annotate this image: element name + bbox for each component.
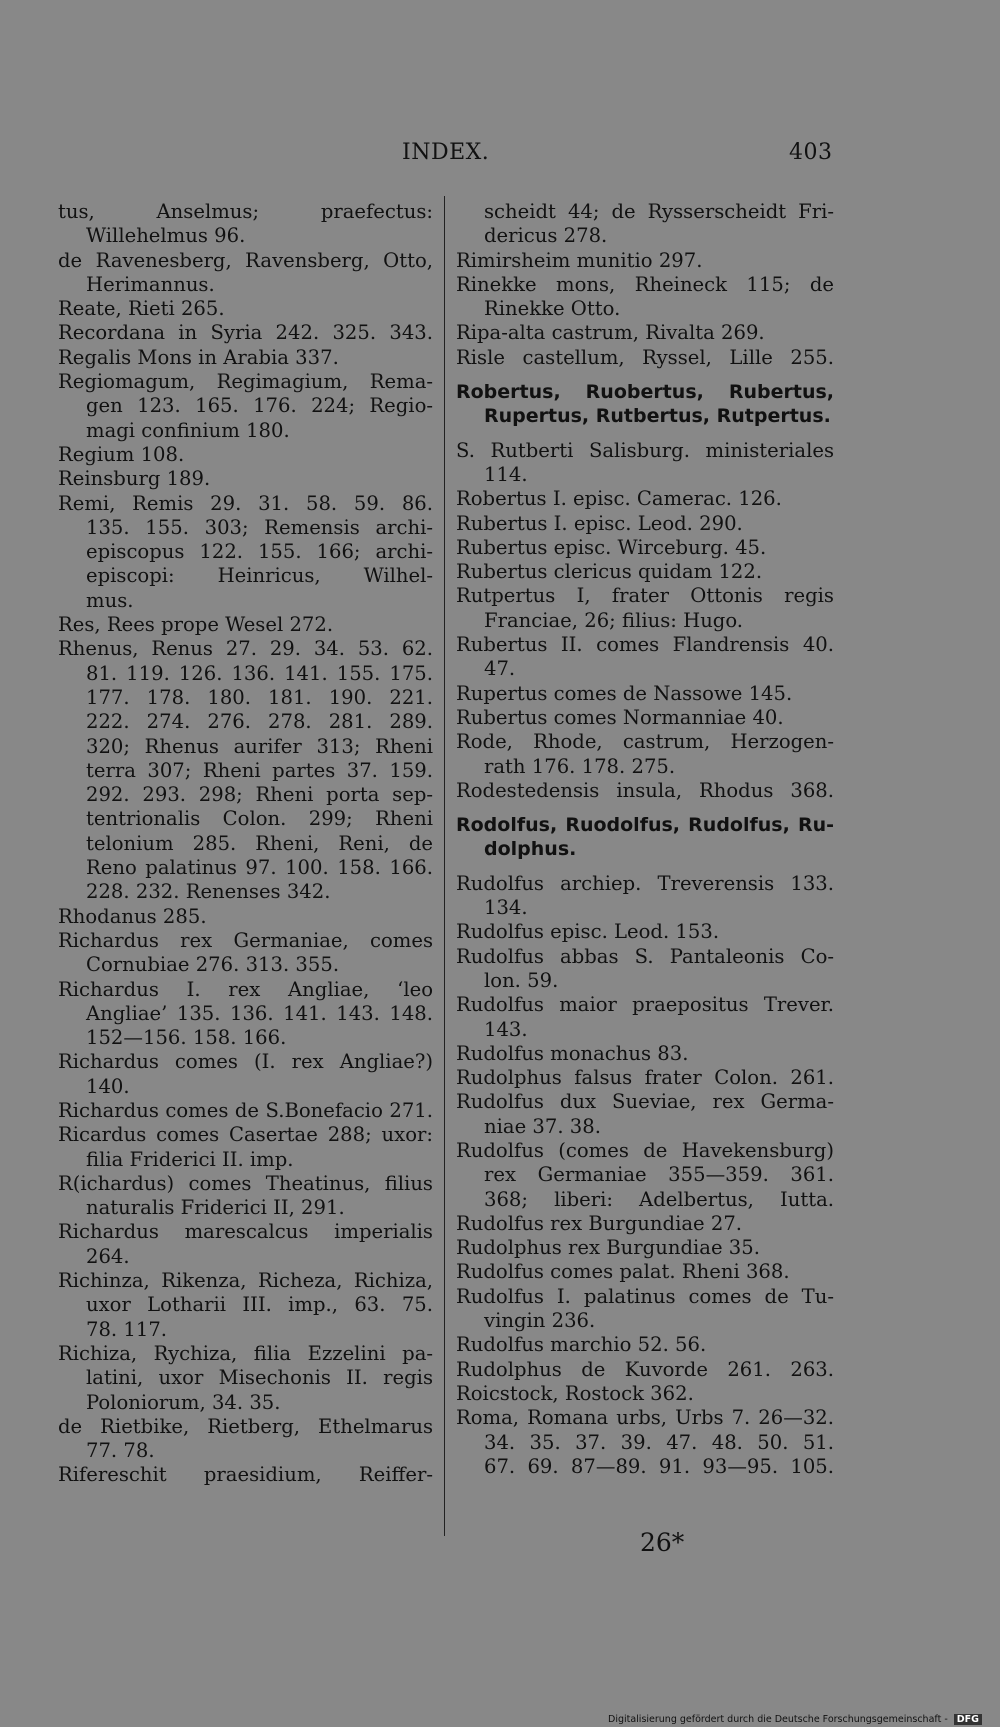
index-entry-line: 292. 293. 298; Rheni porta sep- — [86, 783, 433, 807]
column-divider — [444, 196, 445, 1536]
index-entry-line: Rupertus comes de Nassowe 145. — [456, 681, 793, 705]
index-entry-line: Reinsburg 189. — [58, 467, 211, 491]
index-entry-line: uxor Lotharii III. imp., 63. 75. — [86, 1293, 433, 1317]
index-entry-line: Rinekke Otto. — [484, 297, 621, 321]
index-entry-line: Rhodanus 285. — [58, 904, 207, 928]
index-entry-line: Rhenus, Renus 27. 29. 34. 53. 62. — [58, 637, 433, 661]
index-entry-line: scheidt 44; de Rysserscheidt Fri- — [484, 200, 834, 223]
index-entry-line: 134. — [484, 896, 528, 920]
index-entry-line: Risle castellum, Ryssel, Lille 255. — [456, 345, 834, 369]
index-entry-line: Roma, Romana urbs, Urbs 7. 26—32. — [456, 1406, 834, 1430]
index-entry-line: Rudolphus rex Burgundiae 35. — [456, 1236, 760, 1260]
index-entry-line: 34. 35. 37. 39. 47. 48. 50. 51. — [484, 1430, 834, 1454]
signature-mark: 26* — [640, 1528, 685, 1557]
index-column-right — [456, 200, 834, 1479]
index-entry-line: naturalis Friderici II, 291. — [86, 1196, 345, 1220]
index-entry-line: Richardus rex Germaniae, comes — [58, 928, 433, 952]
index-entry-line: terra 307; Rheni partes 37. 159. — [86, 758, 433, 782]
index-entry-line: Cornubiae 276. 313. 355. — [86, 953, 340, 977]
index-section-heading-line: Robertus, Ruobertus, Rubertus, — [456, 381, 834, 404]
index-entry-line: Rode, Rhode, castrum, Herzogen- — [456, 730, 834, 754]
index-entry-line: Rudolfus archiep. Treverensis 133. — [456, 871, 834, 895]
index-entry-line: 77. 78. — [86, 1439, 155, 1463]
index-entry-line: Rudolphus falsus frater Colon. 261. — [456, 1066, 834, 1090]
index-entry-line: Rudolfus (comes de Havekensburg) — [456, 1138, 834, 1162]
index-entry-line: Richardus comes (I. rex Angliae?) — [58, 1050, 433, 1074]
index-entry-line: 114. — [484, 462, 528, 486]
index-entry-line: Richiza, Rychiza, filia Ezzelini pa- — [58, 1341, 433, 1365]
index-entry-line: gen 123. 165. 176. 224; Regio- — [86, 394, 433, 418]
index-entry-line: de Ravenesberg, Ravensberg, Otto, — [58, 248, 433, 272]
index-entry-line: telonium 285. Rheni, Reni, de — [86, 831, 433, 855]
index-entry-line: Rimirsheim munitio 297. — [456, 248, 703, 272]
index-entry-line: Rubertus episc. Wirceburg. 45. — [456, 535, 767, 559]
index-entry-line: Rudolfus comes palat. Rheni 368. — [456, 1260, 790, 1284]
index-entry-line: Richinza, Rikenza, Richeza, Richiza, — [58, 1269, 433, 1293]
index-entry-line: Rutpertus I, frater Ottonis regis — [456, 584, 834, 608]
index-entry-line: Rudolphus de Kuvorde 261. 263. — [456, 1357, 834, 1381]
section-gap — [456, 862, 834, 872]
index-entry-line: Poloniorum, 34. 35. — [86, 1390, 281, 1414]
index-entry-line: Regalis Mons in Arabia 337. — [58, 345, 339, 369]
index-entry-line: 152—156. 158. 166. — [86, 1026, 287, 1050]
index-entry-line: lon. 59. — [484, 968, 559, 992]
index-entry-line: 320; Rhenus aurifer 313; Rheni — [86, 734, 433, 758]
index-entry-line: Rifereschit praesidium, Reiffer- — [58, 1463, 433, 1487]
index-entry-line: rex Germaniae 355—359. 361. — [484, 1163, 834, 1187]
index-entry-line: latini, uxor Misechonis II. regis — [86, 1366, 433, 1390]
index-entry-line: vingin 236. — [484, 1309, 596, 1333]
index-entry-line: Richardus comes de S.Bonefacio 271. — [58, 1098, 433, 1122]
index-entry-line: Rudolfus episc. Leod. 153. — [456, 920, 720, 944]
index-section-heading-line: dolphus. — [484, 838, 577, 861]
index-entry-line: Rinekke mons, Rheineck 115; de — [456, 272, 834, 296]
index-entry-line: 81. 119. 126. 136. 141. 155. 175. — [86, 661, 433, 685]
index-entry-line: Rudolfus marchio 52. 56. — [456, 1333, 707, 1357]
index-section-heading-line: Rodolfus, Ruodolfus, Rudolfus, Ru- — [456, 814, 834, 837]
index-entry-line: Remi, Remis 29. 31. 58. 59. 86. — [58, 491, 433, 515]
index-entry-line: Recordana in Syria 242. 325. 343. — [58, 321, 433, 345]
index-entry-line: episcopi: Heinricus, Wilhel- — [86, 564, 433, 588]
index-entry-line: Robertus I. episc. Camerac. 126. — [456, 487, 782, 511]
index-entry-line: Franciae, 26; filius: Hugo. — [484, 608, 744, 632]
index-entry-line: mus. — [86, 588, 134, 612]
index-entry-line: rath 176. 178. 275. — [484, 754, 676, 778]
index-entry-line: tus, Anselmus; praefectus: — [58, 200, 433, 223]
section-gap — [456, 370, 834, 380]
index-entry-line: Reno palatinus 97. 100. 158. 166. — [86, 856, 433, 880]
index-entry-line: 228. 232. Renenses 342. — [86, 880, 331, 904]
index-entry-line: Rubertus II. comes Flandrensis 40. — [456, 633, 834, 657]
index-entry-line: S. Rutberti Salisburg. ministeriales — [456, 438, 834, 462]
index-entry-line: 78. 117. — [86, 1317, 168, 1341]
digitization-footer — [608, 1714, 982, 1725]
index-entry-line: Reate, Rieti 265. — [58, 297, 225, 321]
index-entry-line: Rubertus clericus quidam 122. — [456, 560, 763, 584]
index-entry-line: 47. — [484, 657, 516, 681]
index-entry-line: Richardus I. rex Angliae, ‘leo — [58, 977, 433, 1001]
index-entry-line: Willehelmus 96. — [86, 224, 246, 248]
index-entry-line: dericus 278. — [484, 224, 608, 248]
index-entry-line: 67. 69. 87—89. 91. 93—95. 105. — [484, 1454, 834, 1478]
index-entry-line: Rudolfus I. palatinus comes de Tu- — [456, 1284, 834, 1308]
index-entry-line: 368; liberi: Adelbertus, Iutta. — [484, 1187, 834, 1211]
index-entry-line: Herimannus. — [86, 272, 215, 296]
index-entry-line: magi confinium 180. — [86, 418, 290, 442]
index-entry-line: 264. — [86, 1244, 130, 1268]
section-gap — [456, 803, 834, 813]
index-entry-line: 143. — [484, 1017, 528, 1041]
footer-text: Digitalisierung gefördert durch die Deutsche Forschungsgemeinschaft - — [608, 1714, 948, 1725]
index-entry-line: Richardus marescalcus imperialis — [58, 1220, 433, 1244]
index-entry-line: Ricardus comes Casertae 288; uxor: — [58, 1123, 433, 1147]
index-entry-line: Regiomagum, Regimagium, Rema- — [58, 370, 433, 394]
index-entry-line: Rudolfus abbas S. Pantaleonis Co- — [456, 944, 834, 968]
index-entry-line: Regium 108. — [58, 442, 185, 466]
index-entry-line: tentrionalis Colon. 299; Rheni — [86, 807, 433, 831]
index-entry-line: Rudolfus monachus 83. — [456, 1041, 689, 1065]
index-entry-line: filia Friderici II. imp. — [86, 1147, 294, 1171]
index-entry-line: 222. 274. 276. 278. 281. 289. — [86, 710, 433, 734]
running-header-title: INDEX. — [402, 140, 490, 165]
index-entry-line: Rodestedensis insula, Rhodus 368. — [456, 778, 834, 802]
index-section-heading-line: Rupertus, Rutbertus, Rutpertus. — [484, 405, 831, 428]
index-entry-line: Angliae’ 135. 136. 141. 143. 148. — [86, 1001, 433, 1025]
index-entry-line: Rudolfus dux Sueviae, rex Germa- — [456, 1090, 834, 1114]
dfg-logo-badge: DFG — [954, 1714, 982, 1725]
index-entry-line: 140. — [86, 1074, 130, 1098]
index-entry-line: Roicstock, Rostock 362. — [456, 1381, 694, 1405]
index-entry-line: 177. 178. 180. 181. 190. 221. — [86, 685, 433, 709]
index-entry-line: Rudolfus rex Burgundiae 27. — [456, 1211, 743, 1235]
page-number: 403 — [789, 140, 833, 165]
index-entry-line: Rubertus comes Normanniae 40. — [456, 705, 784, 729]
index-entry-line: Res, Rees prope Wesel 272. — [58, 613, 334, 637]
index-entry-line: 135. 155. 303; Remensis archi- — [86, 515, 433, 539]
index-entry-line: R(ichardus) comes Theatinus, filius — [58, 1171, 433, 1195]
index-entry-line: Rudolfus maior praepositus Trever. — [456, 993, 834, 1017]
index-entry-line: episcopus 122. 155. 166; archi- — [86, 540, 433, 564]
index-entry-line: Rubertus I. episc. Leod. 290. — [456, 511, 743, 535]
section-gap — [456, 429, 834, 439]
index-column-left — [58, 200, 433, 1488]
index-entry-line: de Rietbike, Rietberg, Ethelmarus — [58, 1414, 433, 1438]
index-entry-line: niae 37. 38. — [484, 1114, 601, 1138]
index-entry-line: Ripa-alta castrum, Rivalta 269. — [456, 321, 765, 345]
